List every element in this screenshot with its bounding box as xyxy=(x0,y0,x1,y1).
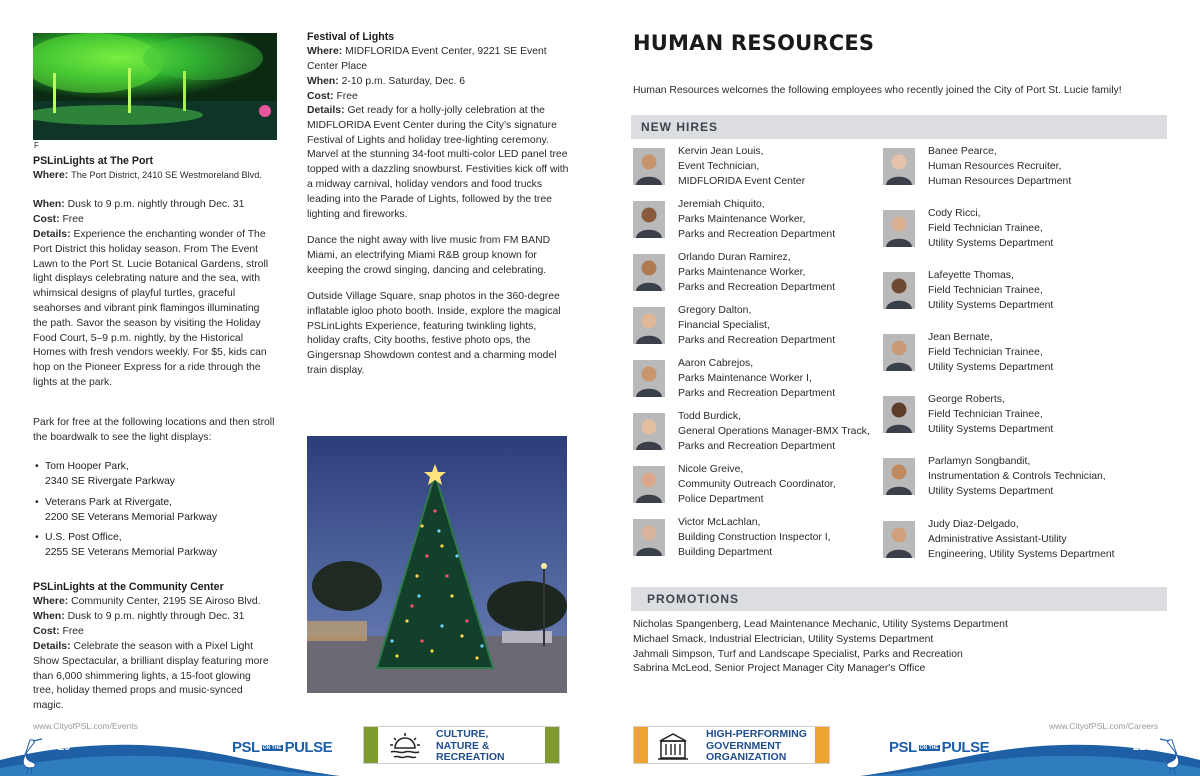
parking-item: • Veterans Park at Rivergate, 2200 SE Veterans Memorial Parkway xyxy=(35,497,218,523)
employee-headshot xyxy=(633,413,665,450)
employee-headshot xyxy=(633,360,665,397)
employee-headshot xyxy=(883,521,915,558)
festival-heading: Festival of Lights xyxy=(307,31,395,43)
psl-pulse-logo-right: PSL ON THE PULSE xyxy=(889,739,990,756)
port-lights-when: When: Dusk to 9 p.m. nightly through Dec. 31 xyxy=(33,199,245,210)
employee-text xyxy=(678,410,870,454)
green-stripe-right xyxy=(545,727,559,763)
page-number-right: 21 xyxy=(1133,741,1146,753)
careers-url: www.CityofPSL.com/Careers xyxy=(1049,721,1159,731)
employee-headshot xyxy=(883,458,915,495)
employee-headshot xyxy=(633,254,665,291)
parking-item: • U.S. Post Office, 2255 SE Veterans Memorial Parkway xyxy=(35,532,218,558)
employee-department: Parks and Recreation Department xyxy=(678,281,836,293)
government-tag-text: HIGH-PERFORMING GOVERNMENT ORGANIZATION xyxy=(706,728,807,763)
employee-headshot xyxy=(883,272,915,309)
city-hall-icon xyxy=(656,731,690,761)
employee-role: Financial Specialist, xyxy=(678,319,770,331)
employee-name: George Roberts, xyxy=(928,394,1005,405)
promotion-item: Nicholas Spangenberg, Lead Maintenance Mechanic, Utility Systems Department xyxy=(633,619,1008,630)
employee-headshot xyxy=(633,466,665,503)
festival-where: Where: MIDFLORIDA Event Center, 9221 SE Event Center Place xyxy=(307,46,547,72)
employee-text xyxy=(678,463,836,507)
new-hires-heading: NEW HIRES xyxy=(631,115,1167,139)
orange-stripe-right xyxy=(815,727,829,763)
green-stripe-left xyxy=(364,727,378,763)
port-lights-details: Details: Experience the enchanting wonder of The Port District this holiday season. From The Event Lawn to the Port St. Lucie Botanical Gardens, stroll light displays celebrating nature and the sea, with whimsical designs of playful turtles, graceful seahorses and vibrant pink flamingos illuminating the path. Savor the season by visiting the Holiday Food Court, 5–9 p.m. nightly, by the Historical Homes with fresh vendors weekly. For $5, kids can hop on the Pioneer Express for a ride through the lights at the park. xyxy=(33,229,269,388)
employee-role: Parks Maintenance Worker I, xyxy=(678,372,812,384)
employee-name: Nicole Greive, xyxy=(678,464,744,475)
employee-role: Instrumentation & Controls Technician, xyxy=(928,470,1106,482)
employee-headshot xyxy=(883,396,915,433)
employee-headshot xyxy=(883,148,915,185)
port-lights-heading: PSLinLights at The Port xyxy=(33,155,154,167)
crop-fragment: F xyxy=(34,141,39,150)
high-performing-government-tag xyxy=(633,726,830,764)
port-lights-photo xyxy=(33,33,277,140)
employee-name: Aaron Cabrejos, xyxy=(678,358,754,369)
employee-role: Event Technician, xyxy=(678,160,760,172)
community-center-details: Details: Celebrate the season with a Pixel Light Show Spectacular, a brilliant display featuring more than 6,000 shimmering lights, a 15-foot glowing tree, holiday themed props and music-synced magic. xyxy=(33,641,269,712)
employee-role: General Operations Manager-BMX Track, xyxy=(678,425,870,437)
port-lights-where: Where: The Port District, 2410 SE Westmoreland Blvd. xyxy=(33,170,262,181)
employee-headshot xyxy=(633,148,665,185)
promotion-item: Jahmali Simpson, Turf and Landscape Specialist, Parks and Recreation xyxy=(633,648,963,660)
sunset-icon xyxy=(388,731,422,761)
employee-text xyxy=(678,516,830,560)
employee-role: Administrative Assistant-Utility xyxy=(928,533,1067,545)
employee-department: Engineering, Utility Systems Department xyxy=(928,548,1115,560)
employee-role: Parks Maintenance Worker, xyxy=(678,266,806,278)
orange-stripe-left xyxy=(634,727,648,763)
port-lights-cost: Cost: Free xyxy=(33,214,84,225)
employee-name: Kervin Jean Louis, xyxy=(678,146,764,157)
employee-headshot xyxy=(883,210,915,247)
parking-item: • Tom Hooper Park, 2340 SE Rivergate Parkway xyxy=(35,461,175,487)
employee-headshot xyxy=(633,519,665,556)
employee-role: Field Technician Trainee, xyxy=(928,346,1043,358)
employee-department: Human Resources Department xyxy=(928,175,1072,187)
employee-department: MIDFLORIDA Event Center xyxy=(678,175,806,187)
employee-name: Jean Bernate, xyxy=(928,332,993,343)
employee-role: Field Technician Trainee, xyxy=(928,284,1043,296)
hr-intro: Human Resources welcomes the following employees who recently joined the City of Port St. Lucie family! xyxy=(633,85,1122,96)
employee-department: Building Department xyxy=(678,546,773,558)
employee-name: Judy Diaz-Delgado, xyxy=(928,519,1019,530)
festival-cost: Cost: Free xyxy=(307,91,358,102)
employee-name: Orlando Duran Ramirez, xyxy=(678,252,791,263)
employee-text xyxy=(678,304,835,348)
promotion-item: Michael Smack, Industrial Electrician, Utility Systems Department xyxy=(633,633,934,645)
employee-department: Utility Systems Department xyxy=(928,361,1054,373)
employee-text xyxy=(928,518,1115,562)
employee-name: Todd Burdick, xyxy=(678,411,741,422)
employee-text xyxy=(928,331,1053,375)
employee-role: Human Resources Recruiter, xyxy=(928,160,1062,172)
promotions-heading: PROMOTIONS xyxy=(631,587,1167,611)
employee-name: Lafeyette Thomas, xyxy=(928,270,1014,281)
employee-department: Parks and Recreation Department xyxy=(678,228,836,240)
employee-text xyxy=(928,145,1071,189)
festival-village-square: Outside Village Square, snap photos in the 360-degree inflatable igloo photo booth. Inside, explore the magical PSLinLights Experience, featuring twinkling lights, holiday crafts, City booths, festive photo ops, the Gingersnap Showdown contest and a charming model train display. xyxy=(307,291,561,376)
employee-text xyxy=(678,145,805,189)
employee-role: Parks Maintenance Worker, xyxy=(678,213,806,225)
page-number-left: 20 xyxy=(58,741,71,753)
employee-department: Parks and Recreation Department xyxy=(678,334,836,346)
promotion-item: Sabrina McLeod, Senior Project Manager City Manager's Office xyxy=(633,663,926,675)
employee-department: Utility Systems Department xyxy=(928,485,1054,497)
festival-music: Dance the night away with live music from FM BAND Miami, an electrifying Miami R&B group known for keeping the crowd singing, dancing and celebrating. xyxy=(307,235,551,276)
employee-role: Field Technician Trainee, xyxy=(928,222,1043,234)
employee-name: Victor McLachlan, xyxy=(678,517,761,528)
employee-department: Police Department xyxy=(678,493,764,505)
employee-name: Banee Pearce, xyxy=(928,146,997,157)
employee-name: Gregory Dalton, xyxy=(678,305,752,316)
employee-department: Utility Systems Department xyxy=(928,237,1054,249)
employee-headshot xyxy=(633,307,665,344)
heron-logo xyxy=(1158,736,1188,774)
community-center-where: Where: Community Center, 2195 SE Airoso Blvd. xyxy=(33,596,261,607)
employee-role: Field Technician Trainee, xyxy=(928,408,1043,420)
promotions-list xyxy=(633,618,1008,677)
employee-text xyxy=(928,207,1053,251)
employee-department: Parks and Recreation Department xyxy=(678,387,836,399)
culture-tag-text: CULTURE, NATURE & RECREATION xyxy=(436,728,505,763)
employee-role: Building Construction Inspector I, xyxy=(678,531,831,543)
parking-intro: Park for free at the following locations and then stroll the boardwalk to see the light displays: xyxy=(33,417,275,443)
events-url: www.CityofPSL.com/Events xyxy=(33,721,138,731)
employee-text xyxy=(928,393,1053,437)
community-center-when: When: Dusk to 9 p.m. nightly through Dec. 31 xyxy=(33,611,245,622)
employee-role: Community Outreach Coordinator, xyxy=(678,478,836,490)
employee-headshot xyxy=(883,334,915,371)
festival-details: Details: Get ready for a holly-jolly celebration at the MIDFLORIDA Event Center during the City’s signature Festival of Lights and holiday tree-lighting ceremony. Marvel at the stunning 34-foot multi-color LED panel tree topped with a dazzling snowburst. Festivities kick off with a midway carnival, holiday vendors and food trucks leading into the Parade of Lights, followed by the tree lighting and fireworks. xyxy=(307,105,569,220)
community-center-cost: Cost: Free xyxy=(33,626,84,637)
employee-department: Utility Systems Department xyxy=(928,423,1054,435)
heron-logo xyxy=(14,736,44,774)
employee-department: Utility Systems Department xyxy=(928,299,1054,311)
culture-nature-recreation-tag xyxy=(363,726,560,764)
employee-department: Parks and Recreation Department xyxy=(678,440,836,452)
employee-name: Cody Ricci, xyxy=(928,208,981,219)
employee-name: Parlamyn Songbandit, xyxy=(928,456,1031,467)
festival-when: When: 2-10 p.m. Saturday, Dec. 6 xyxy=(307,76,466,87)
employee-text xyxy=(928,269,1053,313)
community-center-heading: PSLinLights at the Community Center xyxy=(33,581,224,593)
employee-text xyxy=(678,357,835,401)
psl-pulse-logo-left: PSL ON THE PULSE xyxy=(232,739,333,756)
christmas-tree-photo xyxy=(307,436,567,693)
employee-text xyxy=(678,251,835,295)
employee-text xyxy=(678,198,835,242)
page-title: HUMAN RESOURCES xyxy=(633,31,875,55)
employee-name: Jeremiah Chiquito, xyxy=(678,199,765,210)
employee-text xyxy=(928,455,1106,499)
employee-headshot xyxy=(633,201,665,238)
